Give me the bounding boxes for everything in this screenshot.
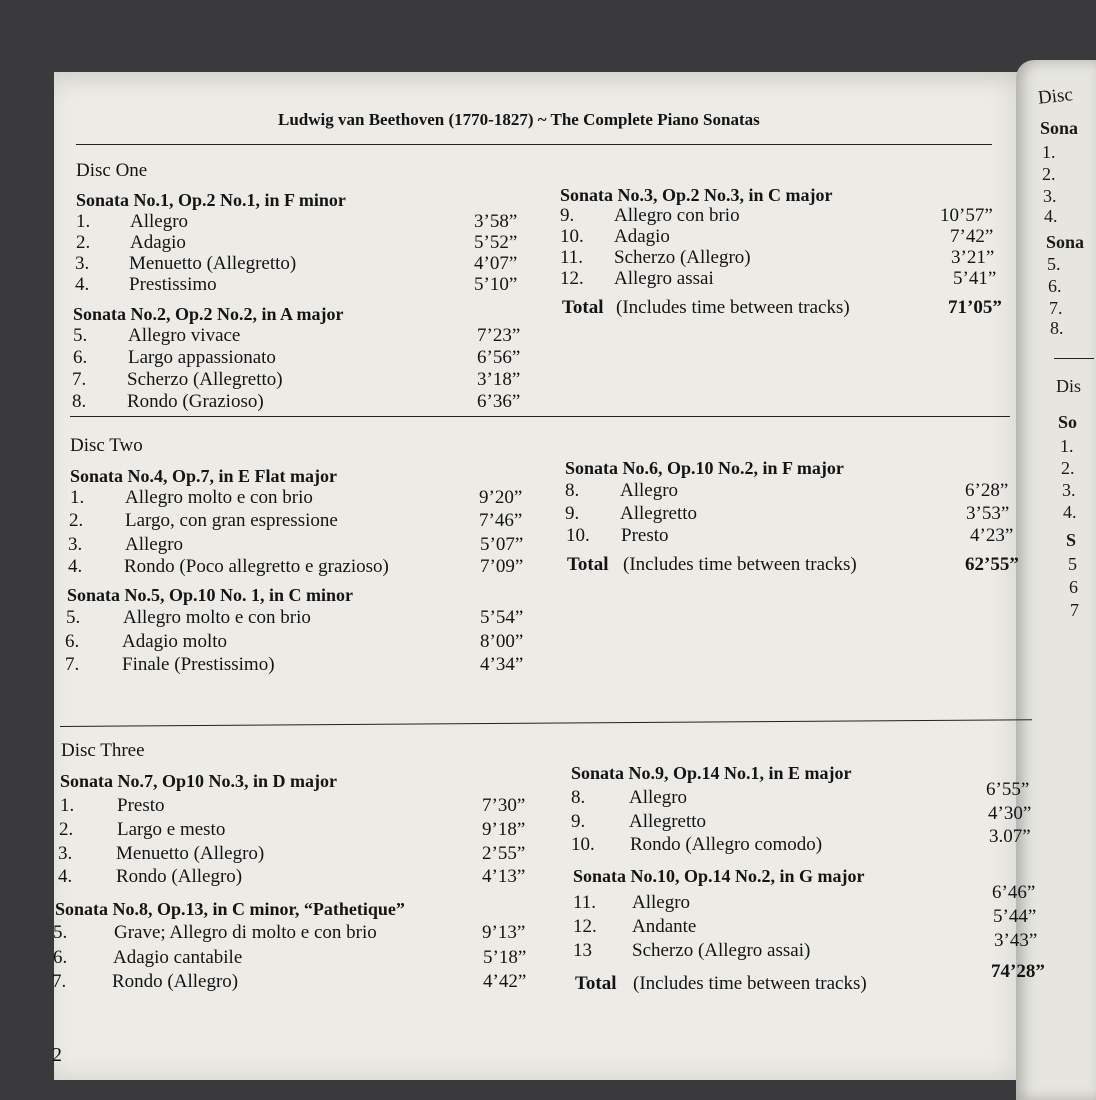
track-title: Prestissimo: [129, 274, 217, 295]
track-duration: 5’54”: [480, 607, 524, 628]
track-title: Allegro: [125, 534, 184, 555]
track-duration: 4’23”: [970, 525, 1014, 546]
disc-heading: Disc Two: [70, 435, 143, 456]
disc-heading: Disc Three: [61, 740, 145, 761]
track-title: Scherzo (Allegretto): [127, 369, 283, 390]
sonata-title: Sonata No.5, Op.10 No. 1, in C minor: [67, 585, 354, 605]
track-number: 1.: [76, 211, 91, 232]
total-note: (Includes time between tracks): [616, 297, 850, 318]
track-number: 9.: [560, 205, 575, 226]
next-page-text: Disc: [1036, 84, 1074, 109]
track-number: 3.: [75, 253, 90, 274]
track-duration: 4’42”: [483, 971, 527, 992]
next-page-text: 5.: [1047, 254, 1061, 274]
track-number: 13: [573, 940, 592, 961]
track-duration: 8’00”: [480, 631, 524, 652]
track-duration: 6’36”: [477, 391, 521, 412]
track-number: 12.: [560, 268, 584, 289]
next-page-text: 7: [1070, 600, 1079, 620]
track-row: [565, 503, 1015, 527]
track-number: 5.: [53, 922, 68, 943]
track-title: Allegretto: [620, 503, 698, 524]
track-title: Menuetto (Allegretto): [129, 253, 297, 274]
track-title: Rondo (Allegro): [116, 866, 243, 887]
next-page-text: Dis: [1056, 376, 1082, 396]
track-number: 2.: [76, 232, 91, 253]
track-title: Presto: [621, 525, 669, 546]
track-duration: 3’58”: [474, 211, 518, 232]
track-row: [565, 480, 1015, 504]
track-row: [573, 906, 1037, 940]
track-row: [52, 971, 530, 995]
track-title: Rondo (Allegro comodo): [630, 834, 823, 855]
track-row: [60, 795, 530, 819]
next-page-text: 1.: [1060, 436, 1074, 456]
track-row: [571, 779, 1033, 811]
track-number: 2.: [69, 510, 84, 531]
track-row: [566, 525, 1016, 549]
next-page-text: 5: [1068, 554, 1077, 574]
track-title: Allegro molto e con brio: [125, 487, 313, 508]
next-page-text: 7.: [1049, 298, 1063, 318]
total-duration: 74’28”: [991, 961, 1045, 982]
track-row: [69, 510, 527, 534]
track-row: [573, 882, 1037, 916]
track-title: Andante: [632, 916, 697, 937]
sonata-title: Sonata No.7, Op10 No.3, in D major: [60, 771, 338, 791]
track-duration: 5’52”: [474, 232, 518, 253]
disc-divider: [70, 416, 1010, 417]
track-number: 9.: [565, 503, 580, 524]
track-duration: 3.07”: [989, 826, 1031, 847]
track-row: [73, 347, 525, 371]
track-number: 8.: [571, 787, 586, 808]
track-title: Largo e mesto: [117, 819, 226, 840]
track-duration: 6’46”: [992, 882, 1036, 903]
disc-total-row: [575, 961, 1045, 997]
track-duration: 9’20”: [479, 487, 523, 508]
track-title: Adagio molto: [122, 631, 228, 652]
track-row: [53, 922, 531, 946]
track-row: [59, 819, 529, 843]
track-row: [571, 803, 1033, 835]
track-row: [68, 534, 526, 558]
track-number: 5.: [73, 325, 88, 346]
track-title: Allegro vivace: [128, 325, 241, 346]
track-number: 1.: [60, 795, 75, 816]
track-number: 6.: [53, 947, 68, 968]
track-duration: 3’43”: [994, 930, 1038, 951]
next-page-rule: [1054, 358, 1094, 359]
track-duration: 6’56”: [477, 347, 521, 368]
track-number: 12.: [573, 916, 597, 937]
header-rule: [76, 144, 992, 145]
track-title: Rondo (Allegro): [112, 971, 239, 992]
next-page-text: 2.: [1042, 164, 1056, 184]
disc-total-row: [562, 297, 1002, 321]
track-title: Allegretto: [629, 811, 707, 832]
track-duration: 5’18”: [483, 947, 527, 968]
track-duration: 4’07”: [474, 253, 518, 274]
track-number: 4.: [75, 274, 90, 295]
next-page-text: 3.: [1062, 480, 1076, 500]
track-duration: 7’09”: [480, 556, 524, 577]
track-duration: 4’13”: [482, 866, 526, 887]
track-number: 4.: [68, 556, 83, 577]
track-row: [65, 631, 527, 655]
track-number: 10.: [566, 525, 590, 546]
track-title: Scherzo (Allegro assai): [632, 940, 811, 961]
track-row: [560, 268, 996, 292]
disc-heading: Disc One: [76, 160, 148, 181]
sonata-title: Sonata No.8, Op.13, in C minor, “Pathetique”: [55, 899, 405, 919]
track-duration: 9’13”: [482, 922, 526, 943]
track-title: Adagio: [130, 232, 186, 253]
next-page-text: 4.: [1063, 502, 1077, 522]
track-row: [58, 843, 528, 867]
page-title: Ludwig van Beethoven (1770-1827) ~ The Complete Piano Sonatas: [278, 110, 760, 129]
next-page-text: 3.: [1043, 186, 1057, 206]
track-title: Scherzo (Allegro): [614, 247, 751, 268]
total-label: Total: [562, 297, 604, 318]
track-duration: 4’30”: [988, 803, 1032, 824]
track-duration: 7’46”: [479, 510, 523, 531]
track-title: Presto: [117, 795, 165, 816]
next-page-text: So: [1058, 412, 1078, 432]
page-number: 2: [52, 1044, 62, 1066]
total-note: (Includes time between tracks): [633, 973, 867, 994]
next-page-text: 2.: [1061, 458, 1075, 478]
track-duration: 10’57”: [940, 205, 993, 226]
track-row: [75, 274, 523, 298]
sonata-title: Sonata No.10, Op.14 No.2, in G major: [573, 866, 865, 886]
track-duration: 2’55”: [482, 843, 526, 864]
track-number: 8.: [72, 391, 87, 412]
track-number: 10.: [571, 834, 595, 855]
track-row: [72, 369, 524, 393]
sonata-title: Sonata No.4, Op.7, in E Flat major: [70, 466, 338, 486]
track-number: 5.: [66, 607, 81, 628]
track-number: 3.: [68, 534, 83, 555]
next-page-text: Sona: [1040, 118, 1079, 138]
track-number: 4.: [58, 866, 73, 887]
track-row: [68, 556, 526, 580]
track-title: Allegro: [620, 480, 679, 501]
track-title: Rondo (Grazioso): [127, 391, 264, 412]
total-note: (Includes time between tracks): [623, 554, 857, 575]
track-row: [73, 325, 525, 349]
total-duration: 71’05”: [948, 297, 1002, 318]
total-duration: 62’55”: [965, 554, 1019, 575]
track-number: 11.: [560, 247, 584, 268]
track-row: [58, 866, 528, 890]
track-title: Allegro assai: [614, 268, 714, 289]
track-duration: 5’44”: [993, 906, 1037, 927]
track-title: Allegro con brio: [614, 205, 740, 226]
track-title: Adagio: [614, 226, 670, 247]
track-title: Allegro: [130, 211, 189, 232]
next-page-text: S: [1066, 530, 1077, 550]
track-duration: 6’28”: [965, 480, 1009, 501]
track-duration: 3’53”: [966, 503, 1010, 524]
track-title: Rondo (Poco allegretto e grazioso): [124, 556, 389, 577]
track-duration: 5’07”: [480, 534, 524, 555]
track-number: 1.: [70, 487, 85, 508]
track-duration: 3’21”: [951, 247, 995, 268]
track-duration: 7’23”: [477, 325, 521, 346]
track-title: Allegro molto e con brio: [123, 607, 311, 628]
track-row: [571, 826, 1033, 858]
sonata-title: Sonata No.1, Op.2 No.1, in F minor: [76, 190, 346, 210]
track-row: [66, 607, 528, 631]
next-page-text: 8.: [1050, 318, 1064, 338]
track-number: 3.: [58, 843, 73, 864]
track-row: [65, 654, 527, 678]
track-title: Finale (Prestissimo): [122, 654, 275, 675]
sonata-title: Sonata No.9, Op.14 No.1, in E major: [571, 763, 852, 783]
next-page-text: 1.: [1042, 142, 1056, 162]
next-page-text: Sona: [1046, 232, 1085, 252]
track-title: Adagio cantabile: [113, 947, 243, 968]
sonata-title: Sonata No.2, Op.2 No.2, in A major: [73, 304, 344, 324]
sonata-title: Sonata No.6, Op.10 No.2, in F major: [565, 458, 844, 478]
next-page-text: 4.: [1044, 206, 1058, 226]
track-duration: 9’18”: [482, 819, 526, 840]
track-duration: 5’41”: [953, 268, 997, 289]
track-number: 11.: [573, 892, 597, 913]
track-title: Largo, con gran espressione: [125, 510, 338, 531]
track-duration: 7’42”: [950, 226, 994, 247]
track-number: 7.: [65, 654, 80, 675]
sonata-title: Sonata No.3, Op.2 No.3, in C major: [560, 185, 833, 205]
total-label: Total: [567, 554, 609, 575]
track-title: Largo appassionato: [128, 347, 276, 368]
disc-total-row: [567, 554, 1017, 578]
track-number: 9.: [571, 811, 586, 832]
track-duration: 7’30”: [482, 795, 526, 816]
track-duration: 4’34”: [480, 654, 524, 675]
track-title: Menuetto (Allegro): [116, 843, 265, 864]
track-duration: 3’18”: [477, 369, 521, 390]
next-page-text: 6.: [1048, 276, 1062, 296]
track-row: [573, 930, 1038, 964]
track-number: 2.: [59, 819, 74, 840]
track-number: 7.: [72, 369, 87, 390]
track-number: 6.: [65, 631, 80, 652]
track-title: Allegro: [632, 892, 691, 913]
track-duration: 5’10”: [474, 274, 518, 295]
track-row: [72, 391, 524, 415]
track-title: Allegro: [629, 787, 688, 808]
track-row: [53, 947, 531, 971]
track-title: Grave; Allegro di molto e con brio: [114, 922, 377, 943]
next-page-text: 6: [1069, 577, 1078, 597]
track-number: 10.: [560, 226, 584, 247]
track-number: 8.: [565, 480, 580, 501]
total-label: Total: [575, 973, 617, 994]
track-duration: 6’55”: [986, 779, 1030, 800]
track-number: 7.: [52, 971, 67, 992]
track-row: [70, 487, 528, 511]
track-number: 6.: [73, 347, 88, 368]
